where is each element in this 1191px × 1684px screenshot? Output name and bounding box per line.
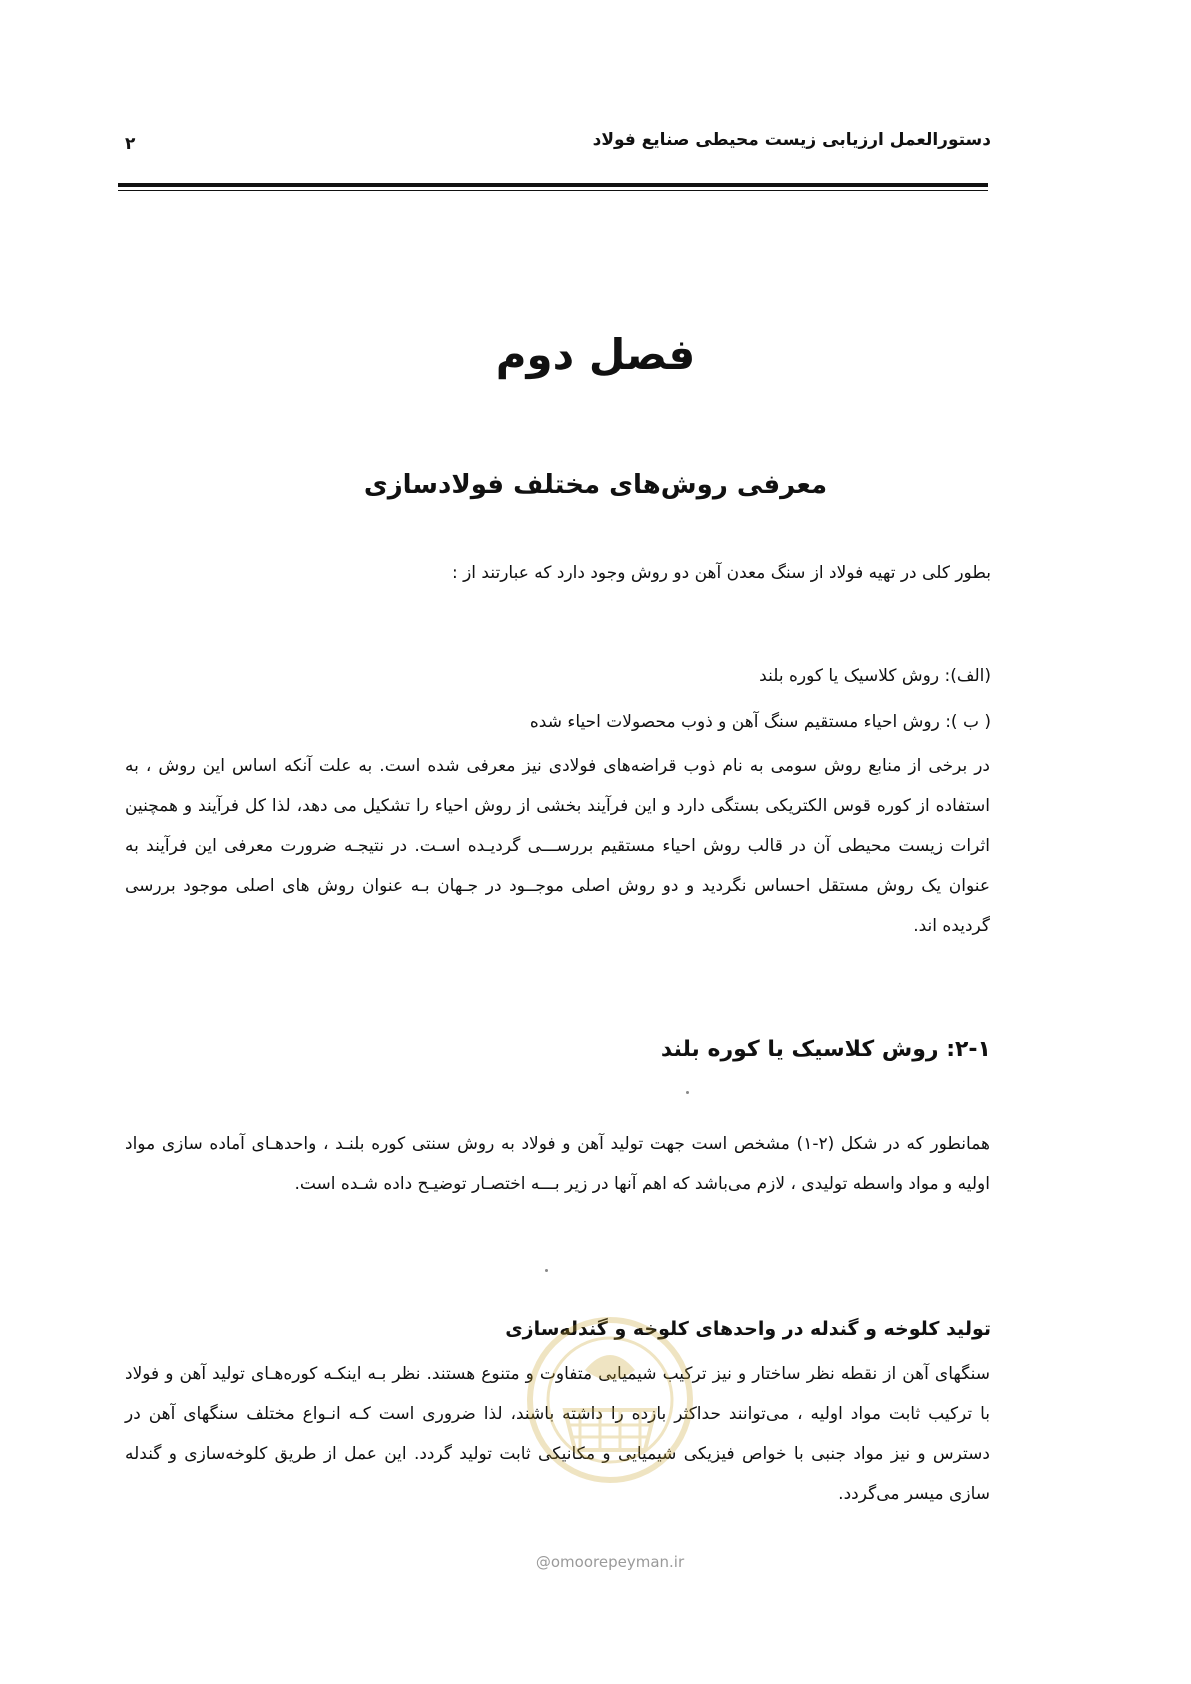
section-title: معرفی روش‌های مختلف فولادسازی xyxy=(363,470,828,500)
scan-speck xyxy=(686,1091,689,1094)
header-rule-thin xyxy=(118,190,988,191)
body-paragraph-3: سنگهای آهن از نقطه نظر ساختار و نیز ترکیب شیمیایی متفاوت و متنوع هستند. نظر بـه اینکـه کوره‌هـای تولید آهن و فولاد با ترکیب ثابت مواد اولیه ، می‌توانند حداکثر بازده را داشته باشند، لذا ضروری است کـه انـواع مختلف سنگهای آهن در دسترس و نیز مواد جنبی با خواص فیزیکی شیمیایی و مکانیکی ثابت تولید گردد. این عمل از طریق کلوخه‌سازی و گندله سازی میسر می‌گردد. xyxy=(125,1364,990,1504)
subsection-heading-2-1: ۲-۱: روش کلاسیک یا کوره بلند xyxy=(660,1037,991,1062)
watermark-text: @omoorepeyman.ir xyxy=(535,1553,685,1571)
intro-paragraph: بطور کلی در تهیه فولاد از سنگ معدن آهن دو روش وجود دارد که عبارتند از : xyxy=(451,563,991,583)
header-rule-thick xyxy=(118,183,988,187)
body-paragraph-2: همانطور که در شکل (۲-۱) مشخص است جهت تولید آهن و فولاد به روش سنتی کوره بلنـد ، واحدهـای آماده سازی مواد اولیه و مواد واسطه تولیدی ، لازم می‌باشد که اهم آنها در زیر بـــه اختصـار توضیـح داده شـده است. xyxy=(125,1134,990,1194)
chapter-title: فصل دوم xyxy=(495,330,696,379)
scan-speck xyxy=(545,1269,548,1272)
running-title: دستورالعمل ارزیابی زیست محیطی صنایع فولاد xyxy=(592,130,991,150)
page-number: ۲ xyxy=(125,134,136,154)
list-item-b: ( ب ): روش احیاء مستقیم سنگ آهن و ذوب محصولات احیاء شده xyxy=(529,712,991,732)
body-paragraph-1: در برخی از منابع روش سومی به نام ذوب قراضه‌های فولادی نیز معرفی شده است. به علت آنکه اساس این روش ، به استفاده از کوره قوس الکتریکی بستگی دارد و این فرآیند بخشی از روش احیاء را تشکیل می دهد، لذا کل فرآیند و همچنین اثرات زیست محیطی آن در قالب روش احیاء مستقیم بررســـی گردیـده اسـت. در نتیجـه ضرورت معرفی این فرآیند به عنوان یک روش مستقل احساس نگردید و دو روش اصلی موجــود در جـهان بـه عنوان روش های اصلی موجود بررسی گردیده اند. xyxy=(125,756,990,936)
subheading-pellet-production: تولید کلوخه و گندله در واحدهای کلوخه و گندله‌سازی xyxy=(505,1318,991,1340)
list-item-a: (الف): روش کلاسیک یا کوره بلند xyxy=(759,666,991,686)
watermark-seal-icon xyxy=(525,1315,695,1485)
